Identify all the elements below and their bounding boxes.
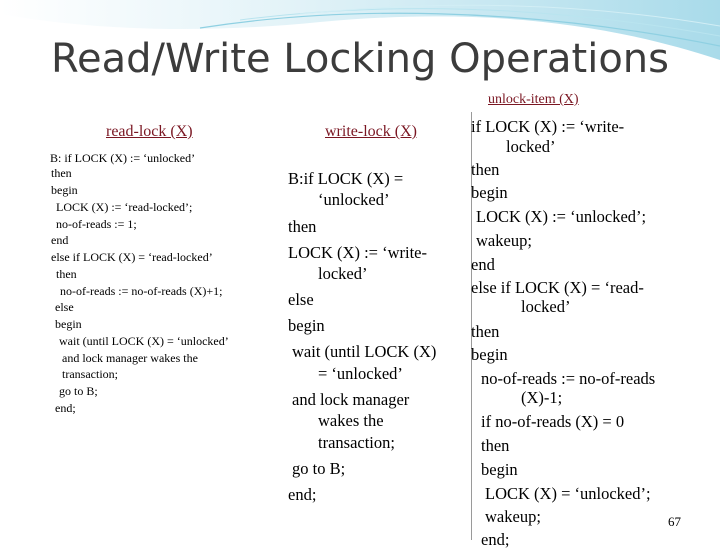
unlock-item-line: then (481, 436, 510, 455)
unlock-item-line: end (471, 255, 495, 274)
read-lock-line: then (56, 267, 77, 281)
write-lock-line: then (288, 217, 317, 236)
read-lock-line: no-of-reads := 1; (56, 217, 137, 231)
unlock-item-line: LOCK (X) := ‘unlocked’; (476, 207, 647, 226)
read-lock-line: no-of-reads := no-of-reads (X)+1; (60, 284, 223, 298)
unlock-item-line: begin (471, 183, 508, 202)
read-lock-line: transaction; (62, 367, 118, 381)
unlock-item-line: if LOCK (X) := ‘write- (471, 117, 625, 136)
unlock-item-line: begin (481, 460, 518, 479)
read-lock-line: begin (51, 183, 78, 197)
unlock-item-line: if no-of-reads (X) = 0 (481, 412, 625, 431)
unlock-item-line: no-of-reads := no-of-reads (481, 369, 656, 388)
write-lock-line: B:if LOCK (X) = (288, 169, 404, 188)
read-lock-line: then (51, 166, 72, 180)
unlock-item-line: LOCK (X) = ‘unlocked’; (485, 484, 651, 503)
write-lock-line: begin (288, 316, 325, 335)
read-lock-line: end; (55, 401, 76, 415)
write-lock-line: ‘unlocked’ (318, 190, 390, 209)
unlock-item-line: (X)-1; (521, 388, 563, 407)
unlock-item-line: begin (471, 345, 508, 364)
unlock-item-line: locked’ (506, 137, 556, 156)
read-lock-line: wait (until LOCK (X) = ‘unlocked’ (59, 334, 229, 348)
unlock-item-line: locked’ (521, 297, 571, 316)
write-lock-line: transaction; (318, 433, 395, 452)
write-lock-line: go to B; (292, 459, 346, 478)
read-lock-line: and lock manager wakes the (62, 351, 198, 365)
unlock-item-line: wakeup; (476, 231, 532, 250)
write-lock-line: else (288, 290, 314, 309)
page-title: Read/Write Locking Operations (51, 36, 669, 82)
read-lock-line: end (51, 233, 69, 247)
unlock-item-heading: unlock-item (X) (488, 92, 579, 107)
write-lock-line: wait (until LOCK (X) (292, 342, 437, 361)
write-lock-line: end; (288, 485, 317, 504)
slide-number: 67 (668, 514, 681, 529)
read-lock-heading: read-lock (X) (106, 123, 193, 140)
write-lock-line: and lock manager (292, 390, 410, 409)
read-lock-line: LOCK (X) := ‘read-locked’; (56, 200, 193, 214)
unlock-item-line: end; (481, 530, 510, 549)
write-lock-line: locked’ (318, 264, 368, 283)
read-lock-line: else if LOCK (X) = ‘read-locked’ (51, 250, 213, 264)
write-lock-line: LOCK (X) := ‘write- (288, 243, 427, 262)
unlock-item-line: wakeup; (485, 507, 541, 526)
read-lock-line: else (55, 300, 74, 314)
unlock-item-line: then (471, 322, 500, 341)
read-lock-line: B: if LOCK (X) := ‘unlocked’ (50, 151, 196, 165)
write-lock-heading: write-lock (X) (325, 123, 417, 140)
unlock-item-line: else if LOCK (X) = ‘read- (471, 278, 644, 297)
write-lock-line: = ‘unlocked’ (318, 364, 403, 383)
write-lock-line: wakes the (318, 411, 384, 430)
unlock-item-line: then (471, 160, 500, 179)
read-lock-line: begin (55, 317, 82, 331)
read-lock-line: go to B; (59, 384, 98, 398)
